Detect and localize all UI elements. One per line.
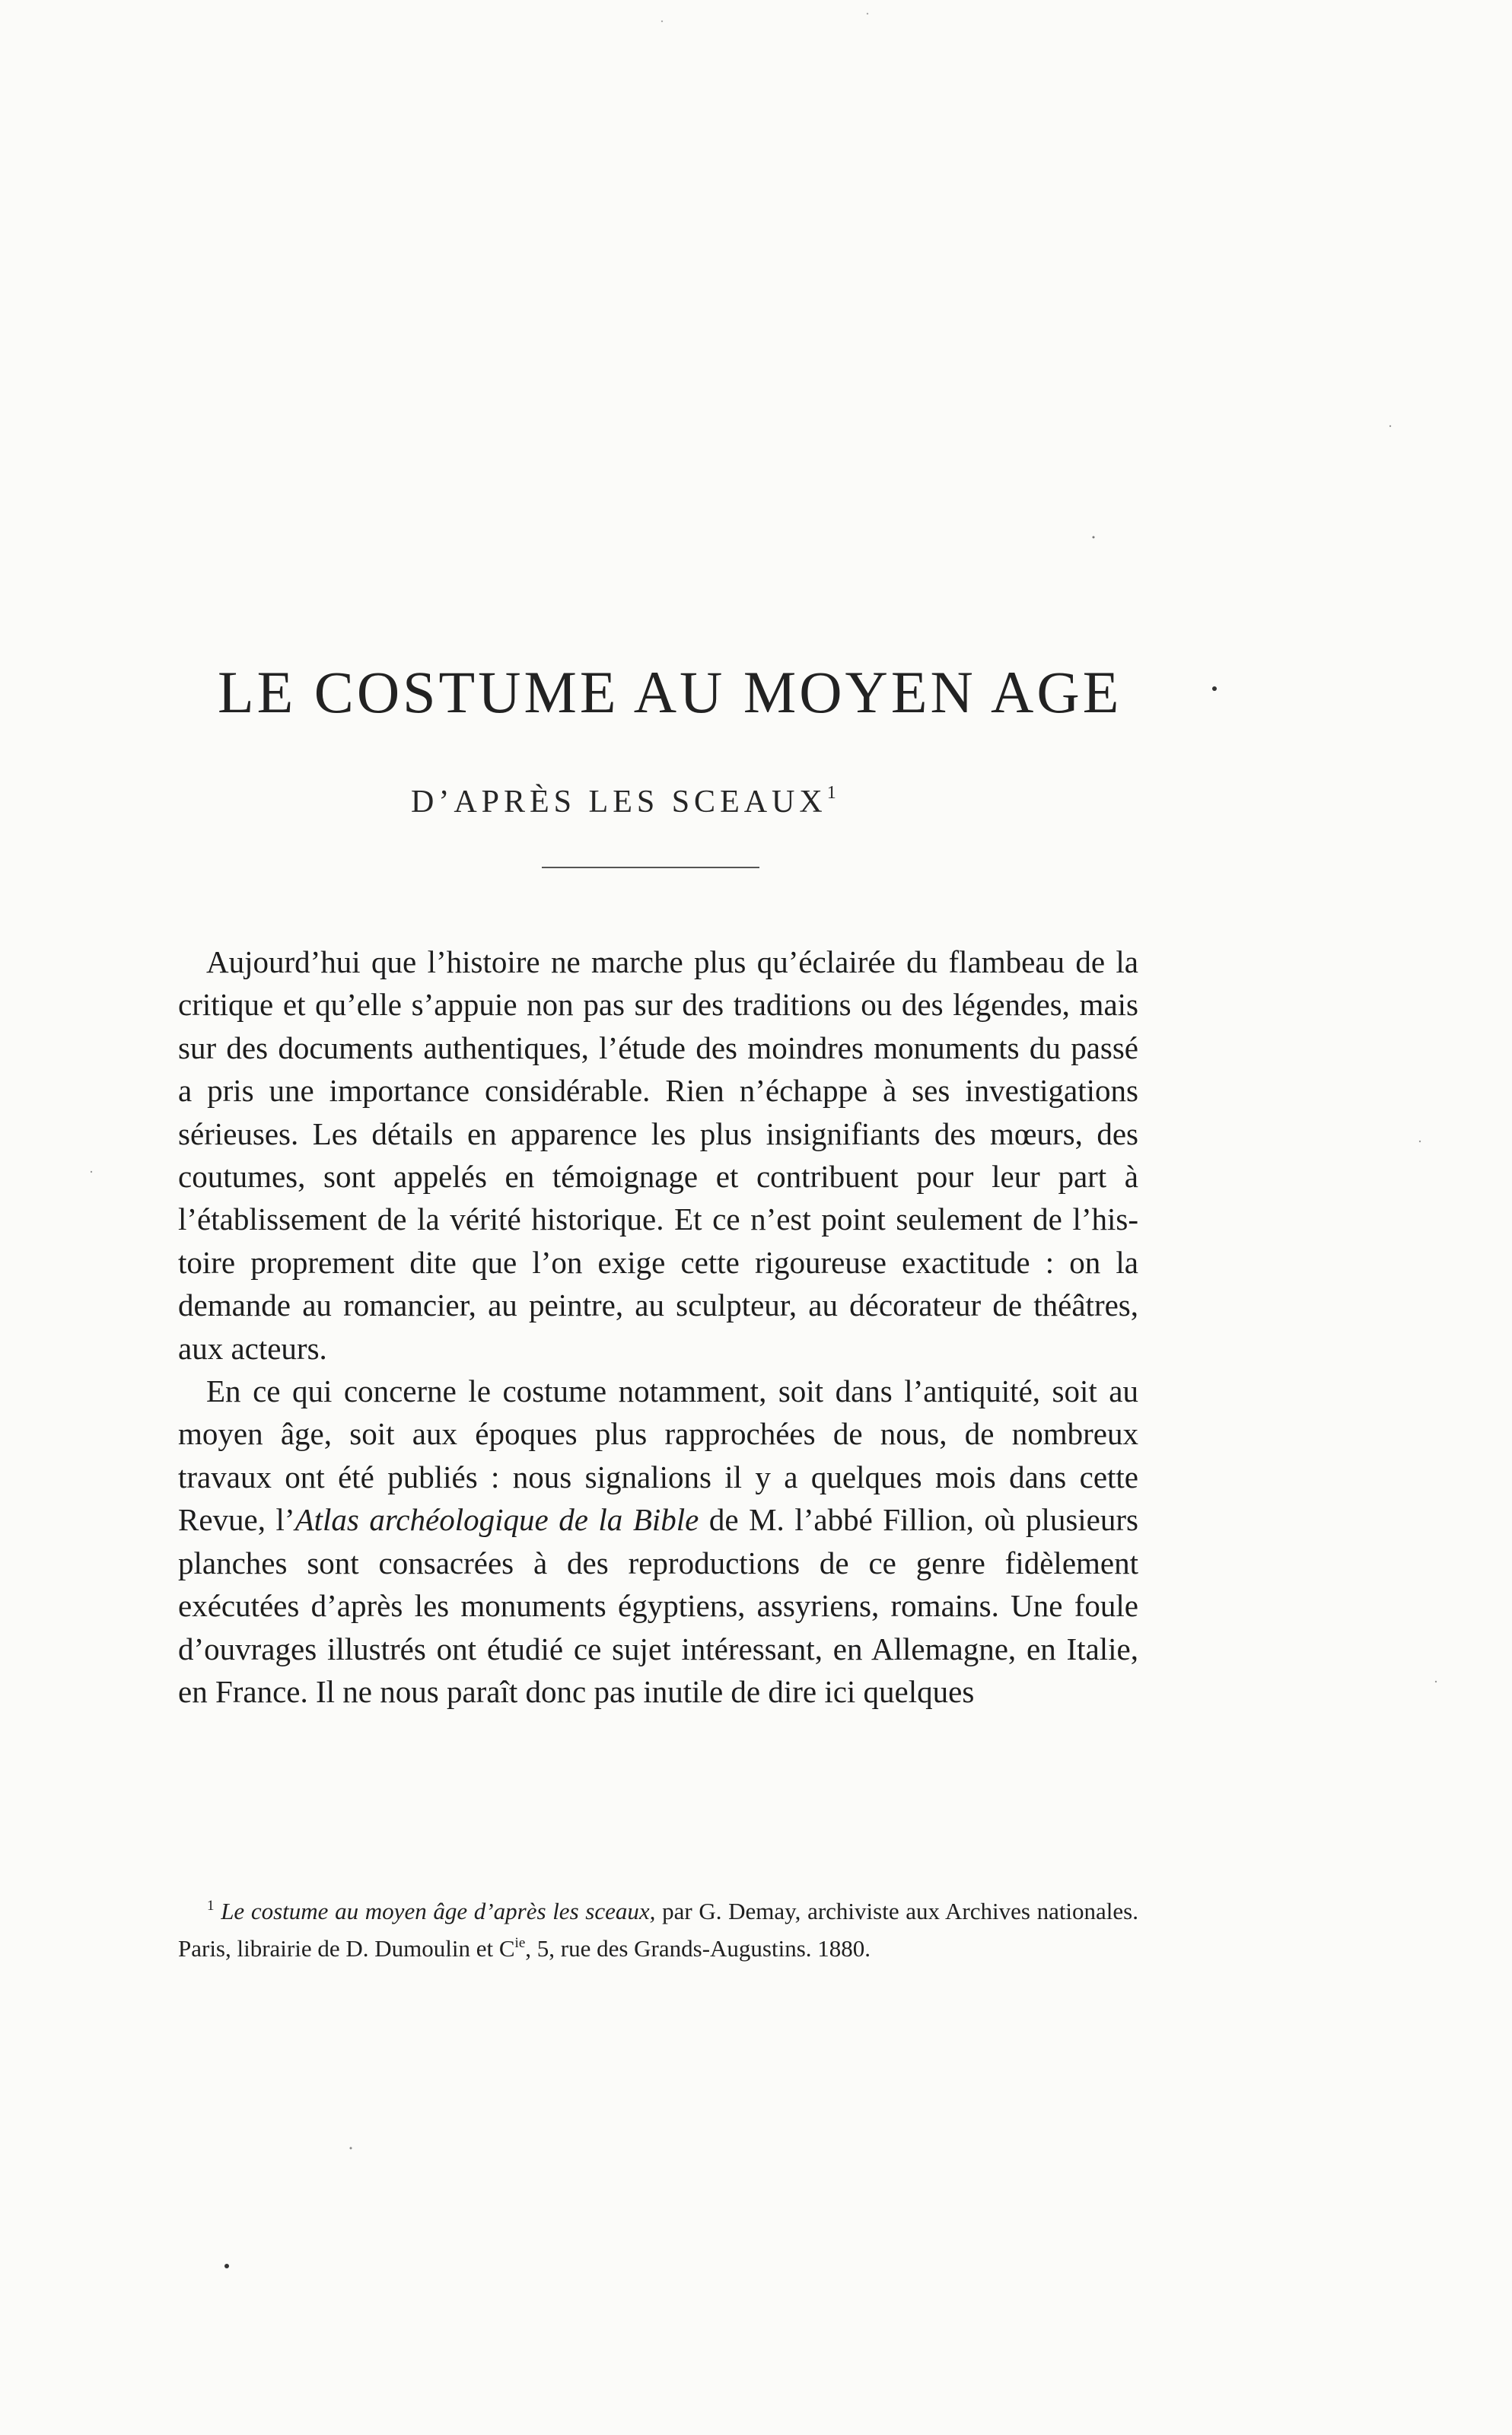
book-title-atlas: Atlas archéologique de la Bible xyxy=(294,1502,699,1538)
speck xyxy=(350,2147,352,2150)
article-body xyxy=(178,941,1138,1713)
footnote-ref: 1 xyxy=(826,783,836,803)
footnote-number: 1 xyxy=(207,1898,215,1914)
speck xyxy=(1389,425,1391,427)
article-subtitle xyxy=(411,772,944,823)
footnote-text: par G. Demay, archiviste aux Archives nationales. Paris, librairie de D. Dumoulin et C xyxy=(178,1898,1138,1962)
subtitle-text: D’APRÈS LES SCEAUX xyxy=(411,785,827,820)
paragraph-1: Aujourd’hui que l’histoire ne marche plus qu’éclairée du flambeau de la critique et qu’elle s’appuie non pas sur des traditions ou des légendes, mais sur des documents authentiques, l’étude des moindres monuments du passé a pris une importance considérable. Rien n’échappe à ses investigations sérieuses. Les détails en apparence les plus insignifiants des mœurs, des coutumes, sont appelés en témoignage et contribuent pour leur part à l’établissement de la vérité historique. Et ce n’est point seulement de l’histoire proprement dite que l’on exige cette rigoureuse exactitude : on la demande au romancier, au peintre, au sculpteur, au décorateur de théâtres, aux acteurs. xyxy=(178,944,1138,1366)
title-rule xyxy=(542,867,759,868)
speck xyxy=(1093,536,1095,539)
article-title: LE COSTUME AU MOYEN AGE xyxy=(218,659,1122,725)
paragraph-2-text-cont: de M. l’abbé Fillion, où plusieurs planches sont consacrées à des reproductions de ce genre fidèlement exécutées d’après les monuments égyptiens, assyriens, romains. Une foule d’ouvrages illustrés ont étudié ce sujet intéressant, en Allemagne, en Italie, en France. Il ne nous paraît donc pas inutile de dire ici quelques xyxy=(178,1502,1138,1709)
speck xyxy=(1212,686,1217,691)
speck xyxy=(661,21,663,22)
paragraph-2 xyxy=(178,1370,1138,1713)
speck xyxy=(224,2264,229,2268)
footnote-book-title: Le costume au moyen âge d’après les sceaux, xyxy=(221,1898,656,1924)
footnote xyxy=(178,1890,1138,1965)
speck xyxy=(1419,1141,1421,1142)
footnote-superscript: ie xyxy=(514,1935,526,1951)
speck xyxy=(1435,1681,1437,1682)
footnote-text-end: , 5, rue des Grands-Augustins. 1880. xyxy=(525,1935,871,1962)
speck xyxy=(867,13,868,14)
speck xyxy=(91,1171,92,1173)
paragraph-2-text: En ce qui concerne le costume notamment, soit dans l’antiquité, soit au moyen âge, soit aux époques plus rapprochées de nous, de nombreux travaux ont été publiés : nous signalions il y a quelques mois dans cette Revue, l’ xyxy=(178,1373,1138,1538)
